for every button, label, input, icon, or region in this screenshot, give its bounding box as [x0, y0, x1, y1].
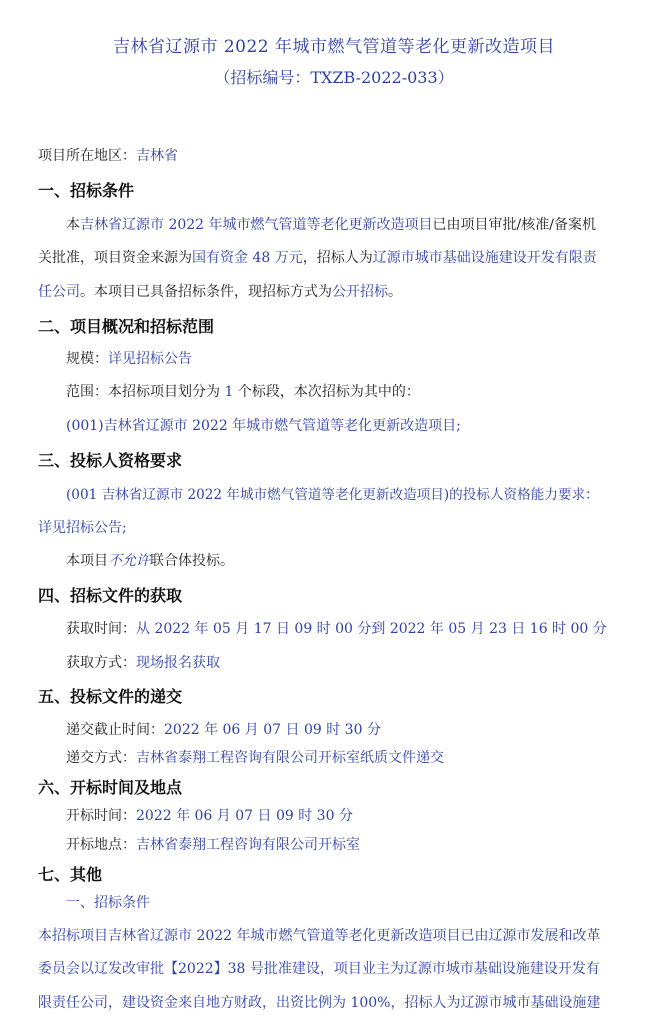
s5-deadline-value: 2022 年 06 月 07 日 09 时 30 分 — [164, 722, 381, 738]
s1-text: 。本项目已具备招标条件，现招标方式为 — [80, 284, 332, 300]
s1-line-3 — [38, 281, 402, 301]
s3-line-2: 详见招标公告; — [38, 520, 127, 536]
s5-method-label: 递交方式： — [66, 750, 136, 766]
s2-range — [66, 381, 420, 401]
section-4-heading: 四、招标文件的获取 — [38, 586, 183, 605]
s1-project-name: 吉林省辽源市 2022 年城市燃气管道等老化更新改造项目 — [80, 217, 433, 233]
s2-lot-count: 1 — [224, 384, 234, 400]
s3-text: 联合体投标。 — [150, 553, 234, 569]
s2-scale — [66, 348, 192, 368]
tender-number: （招标编号：TXZB-2022-033） — [214, 68, 454, 87]
s2-range-text: 个标段，本次招标为其中的： — [233, 384, 420, 400]
region-value: 吉林省 — [136, 148, 178, 164]
s1-tenderer-end: 任公司 — [38, 284, 80, 300]
section-2-heading: 二、项目概况和招标范围 — [38, 317, 215, 336]
s6-time-label: 开标时间： — [66, 808, 136, 824]
s1-text: 本 — [66, 217, 80, 233]
s5-method — [66, 747, 444, 767]
s2-scale-value: 详见招标公告 — [108, 351, 192, 367]
s1-text: 。 — [388, 284, 402, 300]
s5-method-value: 吉林省泰翔工程咨询有限公司开标室纸质文件递交 — [136, 750, 444, 766]
s4-method-value: 现场报名获取 — [136, 655, 220, 671]
s1-fund-source: 国有资金 48 万元 — [192, 250, 303, 266]
s3-consortium: 不允许 — [108, 553, 150, 569]
s7-para-line-2: 委员会以辽发改审批【2022】38 号批准建设，项目业主为辽源市城市基础设施建设开发有 — [38, 961, 600, 977]
s2-range-text: 范围：本招标项目划分为 — [66, 384, 225, 400]
document-title: 吉林省辽源市 2022 年城市燃气管道等老化更新改造项目 — [112, 37, 556, 57]
section-5-heading: 五、投标文件的递交 — [38, 687, 183, 706]
s2-scale-label: 规模： — [66, 351, 108, 367]
s7-sub-heading: 一、招标条件 — [66, 895, 150, 911]
section-7-heading: 七、其他 — [38, 865, 103, 884]
s4-method-label: 获取方式： — [66, 655, 136, 671]
s1-line-2 — [38, 247, 597, 267]
s5-deadline-label: 递交截止时间： — [66, 722, 164, 738]
region-line — [38, 145, 178, 165]
s7-para-line-1: 本招标项目吉林省辽源市 2022 年城市燃气管道等老化更新改造项目已由辽源市发展和改革 — [38, 928, 601, 944]
section-6-heading: 六、开标时间及地点 — [38, 778, 183, 797]
section-1-heading: 一、招标条件 — [38, 181, 135, 200]
s6-place-label: 开标地点： — [66, 837, 136, 853]
s4-time — [66, 618, 607, 638]
s6-place — [66, 834, 360, 854]
s7-para-line-3: 限责任公司，建设资金来自地方财政，出资比例为 100%，招标人为辽源市城市基础设施建 — [38, 995, 601, 1011]
s6-place-value: 吉林省泰翔工程咨询有限公司开标室 — [136, 837, 360, 853]
section-3-heading: 三、投标人资格要求 — [38, 451, 183, 470]
s4-time-label: 获取时间： — [66, 621, 136, 637]
s3-text: 本项目 — [66, 553, 108, 569]
s3-line-1: (001 吉林省辽源市 2022 年城市燃气管道等老化更新改造项目)的投标人资格能力要求： — [66, 487, 599, 503]
s6-time — [66, 805, 353, 825]
s6-time-value: 2022 年 06 月 07 日 09 时 30 分 — [136, 808, 353, 824]
region-label: 项目所在地区： — [38, 148, 136, 164]
s1-text: 已由项目审批/核准/备案机 — [432, 217, 596, 233]
s1-text: 关批准，项目资金来源为 — [38, 250, 192, 266]
s5-deadline — [66, 719, 381, 739]
s1-text: ，招标人为 — [302, 250, 373, 266]
s1-tenderer: 辽源市城市基础设施建设开发有限责 — [372, 250, 597, 266]
s3-line-3 — [66, 550, 234, 570]
s1-line-1 — [66, 214, 596, 234]
s4-time-value: 从 2022 年 05 月 17 日 09 时 00 分到 2022 年 05 月 23 日 16 时 00 分 — [136, 621, 607, 637]
s1-method: 公开招标 — [332, 284, 388, 300]
s2-lot: (001)吉林省辽源市 2022 年城市燃气管道等老化更新改造项目; — [66, 418, 461, 434]
s4-method — [66, 652, 220, 672]
